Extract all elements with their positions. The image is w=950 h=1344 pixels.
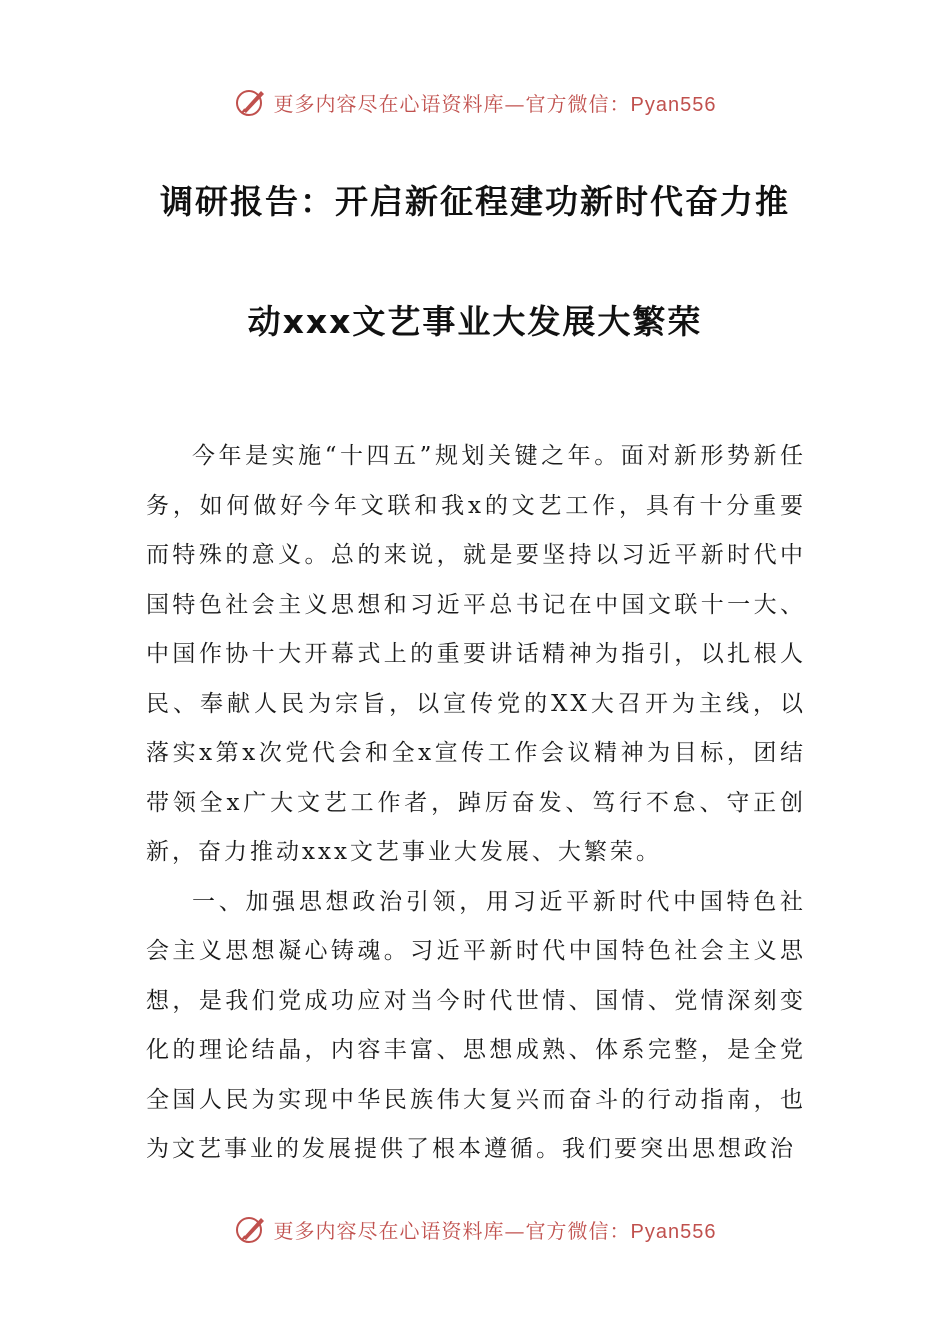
document-body	[146, 432, 806, 1175]
watermark-slogan: 更多内容尽在心语资料库	[273, 1218, 505, 1243]
quill-logo-icon	[234, 85, 268, 119]
watermark-contact-id: Pyan556	[630, 93, 717, 116]
watermark-contact-label: 官方微信：	[525, 91, 631, 116]
watermark-contact-id: Pyan556	[630, 1220, 717, 1243]
body-paragraph: 一、加强思想政治引领，用习近平新时代中国特色社会主义思想凝心铸魂。习近平新时代中国特色社会主义思想，是我们党成功应对当今时代世情、国情、党情深刻变化的理论结晶，内容丰富、思想成熟、体系完整，是全党全国人民为实现中华民族伟大复兴而奋斗的行动指南，也为文艺事业的发展提供了根本遵循。我们要突出思想政治	[146, 888, 806, 1162]
header-watermark	[0, 82, 950, 122]
quill-logo-icon	[234, 1212, 268, 1246]
watermark-text	[274, 1215, 717, 1244]
document-title-line-2: 动xxx文艺事业大发展大繁荣	[247, 302, 703, 341]
watermark-separator: —	[504, 1218, 526, 1243]
watermark-contact-label: 官方微信：	[525, 1218, 631, 1243]
document-title-line-1: 调研报告：开启新征程建功新时代奋力推	[160, 182, 790, 221]
watermark-separator: —	[504, 91, 526, 116]
body-paragraph: 今年是实施“十四五”规划关键之年。面对新形势新任务，如何做好今年文联和我x的文艺工作，具有十分重要而特殊的意义。总的来说，就是要坚持以习近平新时代中国特色社会主义思想和习近平总书记在中国文联十一大、中国作协十大开幕式上的重要讲话精神为指引，以扎根人民、奉献人民为宗旨，以宣传党的XX大召开为主线，以落实x第x次党代会和全x宣传工作会议精神为目标，团结带领全x广大文艺工作者，踔厉奋发、笃行不怠、守正创新，奋力推动xxx文艺事业大发展、大繁荣。	[146, 443, 806, 865]
watermark-text	[274, 88, 717, 117]
watermark-slogan: 更多内容尽在心语资料库	[273, 91, 505, 116]
footer-watermark	[0, 1209, 950, 1249]
